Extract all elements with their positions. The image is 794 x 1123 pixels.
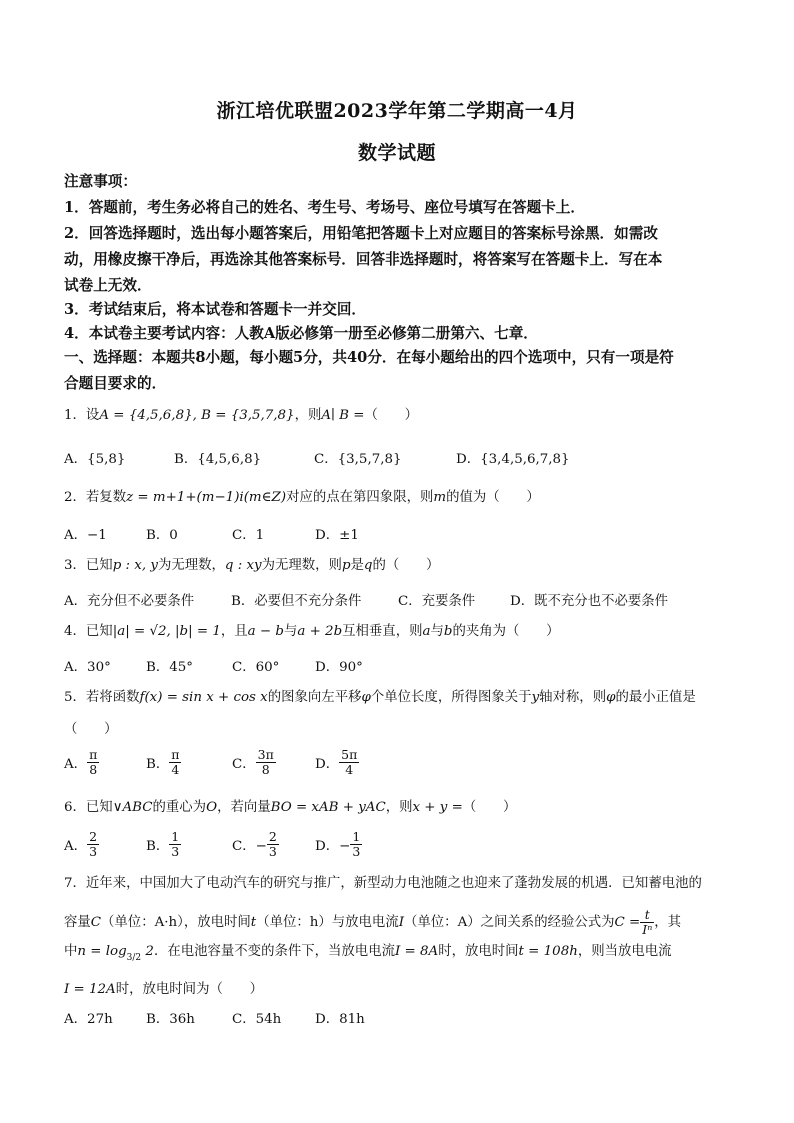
section-1-line-2: 合题目要求的． (64, 375, 167, 392)
question-7-line-1: 7．近年来，中国加大了电动汽车的研究与推广，新型动力电池随之也迎来了蓬勃发展的机遇．已知蓄电池的 (64, 876, 702, 891)
q2-option-b[interactable]: B．0 (146, 528, 178, 543)
question-6-stem: 6．已知∨ABC的重心为O，若向量BO = xAB + yAC，则x + y =（ ） (64, 800, 517, 815)
q4-option-a[interactable]: A．30° (64, 660, 111, 675)
q6-option-a[interactable]: A． $\frac{2}{3}$ (64, 829, 98, 859)
q1-option-b[interactable]: B．{4,5,6,8} (174, 452, 262, 467)
question-7-line-4: I = 12A时，放电时间为（ ） (64, 982, 264, 997)
q7-log-base: 3/2 (126, 953, 142, 963)
notice-line-1: 1．答题前，考生务必将自己的姓名、考生号、考场号、座位号填写在答题卡上． (64, 199, 585, 216)
q1-option-c[interactable]: C．{3,5,7,8} (314, 452, 402, 467)
notice-heading: 注意事项： (64, 173, 137, 190)
notice-line-2b: 动，用橡皮擦干净后，再选涂其他答案标号．回答非选择题时，将答案写在答题卡上．写在本 (64, 251, 663, 268)
question-7-line-2: 容量C（单位：A·h），放电时间t（单位：h）与放电电流I（单位：A）之间关系的经验公式为C = $\frac{t}{\text{Iⁿ}}$ ，其 (64, 907, 682, 937)
question-2-stem: 2．若复数z = m+1+(m−1)i(m∈Z)对应的点在第四象限，则m的值为（ ） (64, 490, 540, 505)
q5-option-b[interactable]: B． $\frac{\pi}{4}$ (146, 747, 180, 777)
exam-subtitle: 数学试题 (357, 142, 436, 164)
q5-option-c-fraction: $\frac{3\pi}{8}$ (257, 747, 274, 777)
q6-option-d-fraction: $\frac{1}{3}$ (352, 829, 361, 859)
q7-option-d[interactable]: D．81h (315, 1012, 365, 1027)
q5-option-d[interactable]: D． $\frac{5\pi}{4}$ (315, 747, 358, 777)
q2-option-d[interactable]: D．±1 (315, 528, 359, 543)
question-5-stem: 5．若将函数f(x) = sin x + cos x的图象向左平移φ个单位长度，所得图象关于y轴对称，则φ的最小正值是 (64, 690, 696, 705)
notice-line-3: 3．考试结束后，将本试卷和答题卡一并交回． (64, 301, 367, 318)
q2-option-a[interactable]: A．−1 (64, 528, 107, 543)
exam-title: 浙江培优联盟2023学年第二学期高一4月 (216, 100, 578, 122)
q5-option-b-fraction: $\frac{\pi}{4}$ (171, 747, 180, 777)
q4-option-d[interactable]: D．90° (315, 660, 363, 675)
q6-option-a-fraction: $\frac{2}{3}$ (89, 829, 98, 859)
q7-formula-lhs: C = (614, 915, 641, 930)
q3-option-b[interactable]: B．必要但不充分条件 (231, 594, 362, 609)
q4-option-b[interactable]: B．45° (146, 660, 193, 675)
q4-magnitudes-math: |a| = √2, |b| = 1 (112, 624, 221, 639)
q5-option-a-fraction: $\frac{\pi}{8}$ (89, 747, 98, 777)
question-4-stem: 4．已知|a| = √2, |b| = 1，且a − b与a + 2b互相垂直，则a与b的夹角为（ ） (64, 624, 560, 639)
q5-option-c[interactable]: C． $\frac{3\pi}{8}$ (232, 747, 274, 777)
q5-option-d-fraction: $\frac{5\pi}{4}$ (341, 747, 358, 777)
q3-option-a[interactable]: A．充分但不必要条件 (64, 594, 195, 609)
notice-line-4: 4．本试卷主要考试内容：人教A版必修第一册至必修第二册第六、七章． (64, 325, 538, 342)
q4-option-c[interactable]: C．60° (232, 660, 280, 675)
q3-option-d[interactable]: D．既不充分也不必要条件 (510, 594, 669, 609)
q6-option-c[interactable]: C．− $\frac{2}{3}$ (232, 829, 277, 859)
q7-option-b[interactable]: B．36h (146, 1012, 195, 1027)
q3-option-c[interactable]: C．充要条件 (398, 594, 476, 609)
notice-line-2c: 试卷上无效． (64, 277, 152, 294)
q6-vector-math: BO = xAB + yAC (270, 800, 386, 815)
q2-complex-math: z = m+1+(m−1)i(m∈Z) (126, 490, 287, 505)
q5-function-math: f(x) = sin x + cos x (139, 690, 268, 705)
q7-option-c[interactable]: C．54h (232, 1012, 282, 1027)
q5-option-a[interactable]: A． $\frac{\pi}{8}$ (64, 747, 98, 777)
q7-log-math: n = log (77, 944, 127, 959)
question-1-stem: 1．设A = {4,5,6,8}, B = {3,5,7,8}，则A∣ B =（ ） (64, 408, 419, 423)
q2-option-c[interactable]: C．1 (232, 528, 265, 543)
q1-intersection-math: A∣ B (321, 408, 350, 423)
question-5-line-2: （ ） (64, 722, 118, 737)
q1-option-d[interactable]: D．{3,4,5,6,7,8} (456, 452, 570, 467)
q1-sets-math: A = {4,5,6,8}, B = {3,5,7,8} (99, 408, 295, 423)
question-7-line-3: 中$n = \log_{3/2} 2$．在电池容量不变的条件下，当放电电流I = 8A时，放电时间t = 108h，则当放电电流 (64, 944, 672, 963)
q7-option-a[interactable]: A．27h (64, 1012, 113, 1027)
question-3-stem: 3．已知p : x, y为无理数，q : xy为无理数，则p是q的（ ） (64, 558, 440, 573)
q6-option-b[interactable]: B． $\frac{1}{3}$ (146, 829, 180, 859)
notice-line-2a: 2．回答选择题时，选出每小题答案后，用铅笔把答题卡上对应题目的答案标号涂黑．如需改 (64, 225, 658, 242)
section-1-line-1: 一、选择题：本题共8小题，每小题5分，共40分．在每小题给出的四个选项中，只有一项是符 (64, 349, 674, 366)
q1-option-a[interactable]: A．{5,8} (64, 452, 126, 467)
q6-option-c-fraction: $\frac{2}{3}$ (268, 829, 277, 859)
q6-option-b-fraction: $\frac{1}{3}$ (171, 829, 180, 859)
q7-formula-fraction: $\frac{t}{\text{Iⁿ}}$ (642, 907, 653, 937)
q6-option-d[interactable]: D．− $\frac{1}{3}$ (315, 829, 361, 859)
